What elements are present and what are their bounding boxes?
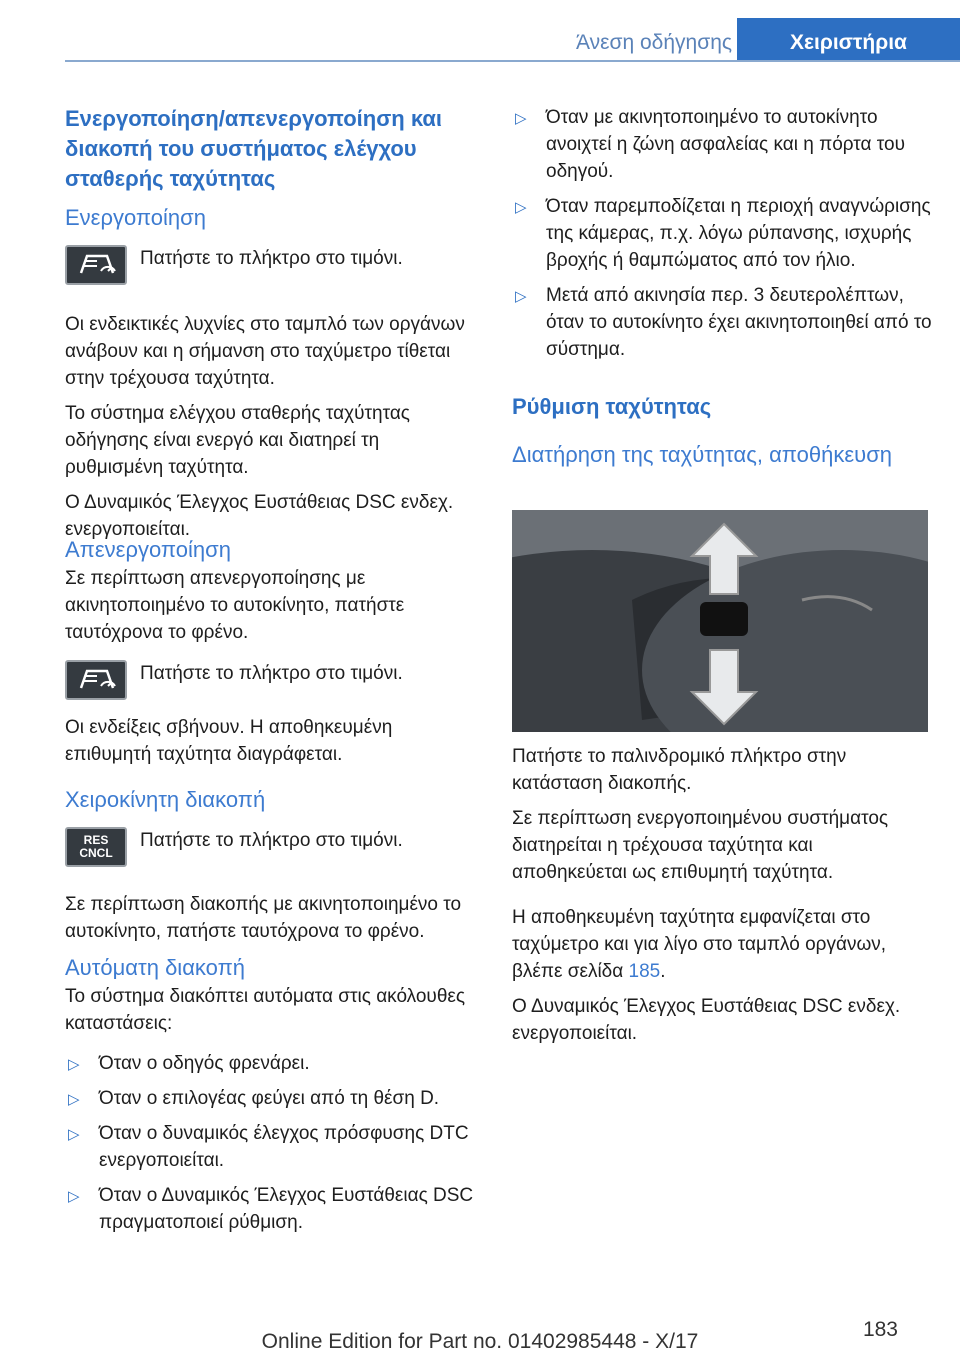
list-item: ▷ Όταν με ακινητοποιημένο το αυτοκίνητο ανοιχτεί η ζώνη ασφαλείας και η πόρτα του οδηγού.	[515, 107, 905, 182]
deactivation-paragraph-1: Σε περίπτωση απενεργοποίησης με ακινητοποιημένο το αυτοκίνητο, πατήστε ταυτόχρονα το φρένο.	[65, 568, 405, 643]
list-item: ▷ Όταν παρεμποδίζεται η περιοχή αναγνώρισης της κάμερας, π.χ. λόγω ρύπανσης, ισχυρής βροχής ή θαμπώματος από τον ήλιο.	[515, 196, 931, 271]
list-item: ▷ Όταν ο Δυναμικός Έλεγχος Ευστάθειας DSC πραγματοποιεί ρύθμιση.	[68, 1185, 474, 1233]
list-item: ▷ Όταν ο οδηγός φρενάρει.	[65, 1050, 480, 1077]
section-title: Ενεργοποίηση/απενεργοποίηση και διακοπή του συστήματος ελέγχου σταθερής ταχύτητας	[65, 106, 442, 191]
speed-paragraph-2: Σε περίπτωση ενεργοποιημένου συστήματος διατηρείται η τρέχουσα ταχύτητα και αποθηκεύεται ως επιθυμητή ταχύτητα.	[512, 808, 889, 883]
header-divider	[65, 60, 960, 62]
activation-heading: Ενεργοποίηση	[65, 205, 206, 230]
speed-paragraph-3: Η αποθηκευμένη ταχύτητα εμφανίζεται στο ταχύμετρο και για λίγο στο ταμπλό οργάνων, βλέπε σελίδα 185.	[512, 907, 887, 982]
activation-paragraph-1: Οι ενδεικτικές λυχνίες στο ταμπλό των οργάνων ανάβουν και η σήμανση στο ταχύμετρο τίθεται στην τρέχουσα ταχύτητα.	[65, 314, 465, 389]
res-cncl-icon: RES CNCL	[65, 827, 127, 867]
speed-maintain-subheading: Διατήρηση της ταχύτητας, αποθήκευση	[512, 442, 893, 467]
continued-bullet-list	[512, 104, 932, 363]
main-title-block	[65, 104, 480, 194]
activation-button-row	[65, 243, 480, 299]
manual-paragraph-1: Σε περίπτωση διακοπής με ακινητοποιημένο το αυτοκίνητο, πατήστε ταυτόχρονα το φρένο.	[65, 894, 462, 942]
speed-paragraph-4: Ο Δυναμικός Έλεγχος Ευστάθειας DSC ενδεχ. ενεργοποιείται.	[512, 996, 901, 1044]
cruise-control-icon	[65, 660, 127, 700]
speed-paragraph-1: Πατήστε το παλινδρομικό πλήκτρο στην κατάσταση διακοπής.	[512, 746, 847, 794]
triangle-bullet-icon: ▷	[68, 1188, 80, 1205]
activation-paragraph-2: Το σύστημα ελέγχου σταθερής ταχύτητας οδήγησης είναι ενεργό και διατηρεί τη ρυθμισμένη ταχύτητα.	[65, 403, 410, 478]
activation-block	[65, 203, 480, 543]
header-section-title: Άνεση οδήγησης	[576, 31, 732, 54]
list-item: ▷ Όταν ο δυναμικός έλεγχος πρόσφυσης DTC ενεργοποιείται.	[68, 1123, 469, 1171]
deactivation-heading: Απενεργοποίηση	[65, 537, 231, 562]
deactivation-press-text: Πατήστε το πλήκτρο στο τιμόνι.	[140, 663, 403, 684]
triangle-bullet-icon: ▷	[68, 1056, 80, 1073]
activation-press-text: Πατήστε το πλήκτρο στο τιμόνι.	[140, 248, 403, 269]
auto-bullet-list	[65, 1050, 480, 1236]
manual-interrupt-heading: Χειροκίνητη διακοπή	[65, 787, 266, 812]
deactivation-block	[65, 535, 480, 768]
speed-setting-block	[512, 392, 932, 470]
footer-edition: Online Edition for Part no. 01402985448 - X/17	[261, 1330, 699, 1353]
auto-interrupt-heading: Αυτόματη διακοπή	[65, 955, 245, 980]
auto-paragraph-1: Το σύστημα διακόπτει αυτόματα στις ακόλουθες καταστάσεις:	[65, 986, 466, 1034]
speed-setting-heading: Ρύθμιση ταχύτητας	[512, 394, 712, 419]
deactivation-button-row	[65, 658, 480, 714]
manual-button-row	[65, 825, 480, 881]
manual-interrupt-block	[65, 785, 480, 945]
steering-wheel-rocker-image	[512, 510, 928, 732]
triangle-bullet-icon: ▷	[68, 1091, 80, 1108]
auto-interrupt-block	[65, 953, 480, 1236]
page-number: 183	[862, 1318, 898, 1341]
deactivation-paragraph-2: Οι ενδείξεις σβήνουν. Η αποθηκευμένη επιθυμητή ταχύτητα διαγράφεται.	[65, 717, 393, 765]
list-item: ▷ Μετά από ακινησία περ. 3 δευτερολέπτων, όταν το αυτοκίνητο έχει ακινητοποιηθεί από το σύστημα.	[515, 285, 932, 360]
page-reference-link[interactable]: 185	[628, 961, 661, 982]
speed-setting-text-block	[512, 743, 932, 1047]
triangle-bullet-icon: ▷	[515, 199, 527, 216]
cruise-control-icon	[65, 245, 127, 285]
triangle-bullet-icon: ▷	[515, 288, 527, 305]
list-item: ▷ Όταν ο επιλογέας φεύγει από τη θέση D.	[65, 1085, 480, 1112]
triangle-bullet-icon: ▷	[68, 1126, 80, 1143]
header-chapter-tab[interactable]: Χειριστήρια	[737, 18, 960, 62]
manual-press-text: Πατήστε το πλήκτρο στο τιμόνι.	[140, 830, 403, 851]
activation-paragraph-3: Ο Δυναμικός Έλεγχος Ευστάθειας DSC ενδεχ. ενεργοποιείται.	[65, 492, 454, 540]
triangle-bullet-icon: ▷	[515, 110, 527, 127]
